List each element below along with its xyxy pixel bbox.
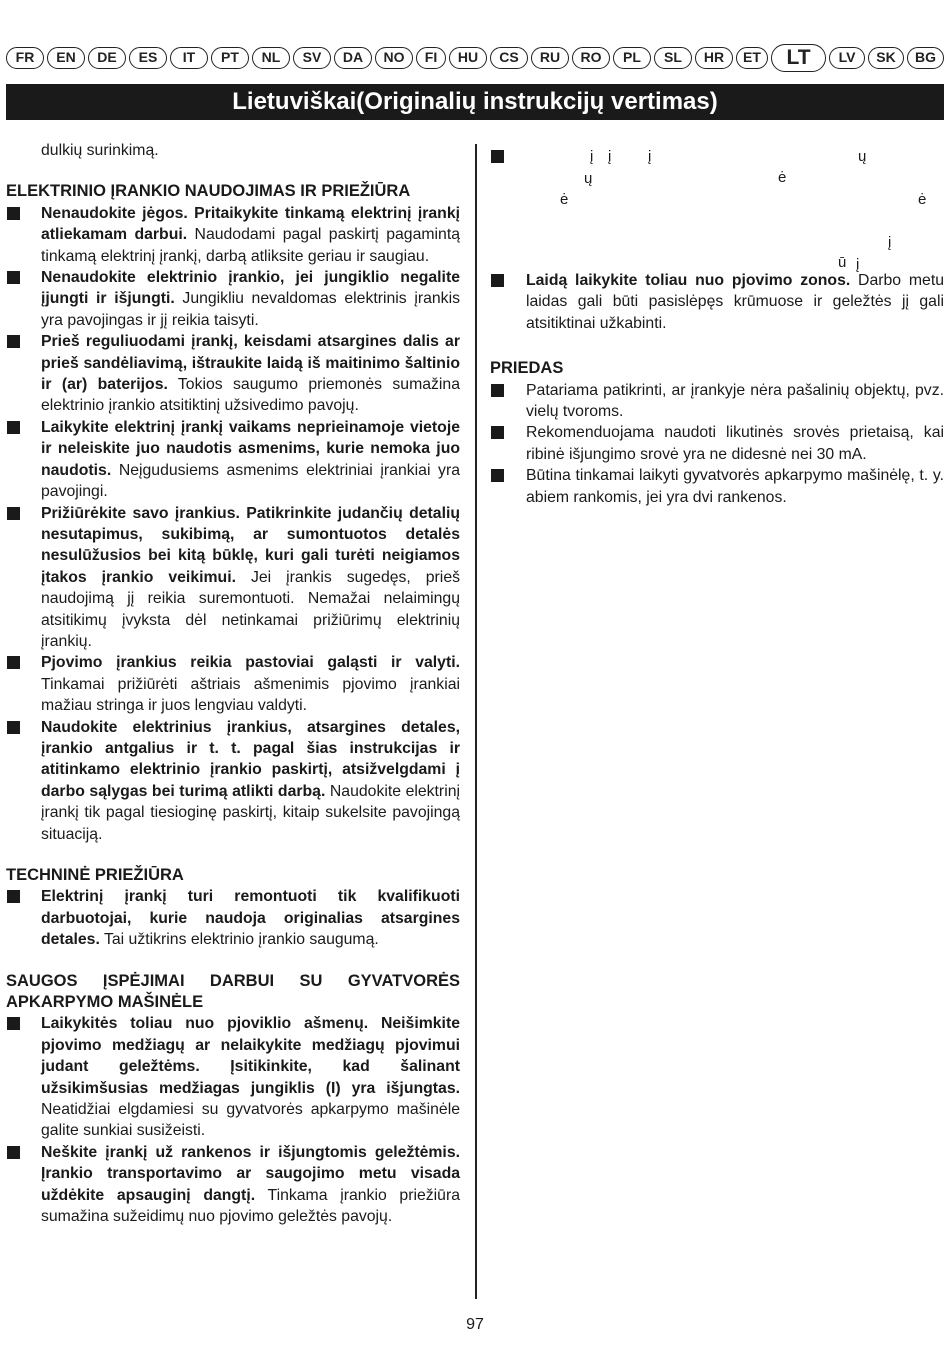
list-item: Patariama patikrinti, ar įrankyje nėra pašalinių objektų, pvz. vielų tvoroms.	[490, 380, 944, 423]
item-bold: Neškite įrankį už rankenos ir išjungtomis geležtėmis. Įrankio transportavimo ar saugojimo metu visada uždėkite apsauginį dangtį.	[41, 1143, 460, 1204]
lang-tab-ru[interactable]: RU	[531, 47, 569, 69]
list-item	[6, 886, 460, 950]
list-item	[490, 270, 944, 334]
list-item	[6, 503, 460, 653]
item-bold: Laikykite elektrinį įrankį vaikams neprieinamoje vietoje ir neleiskite juo naudotis asmenims, kurie nemoka juo naudotis.	[41, 418, 460, 479]
page-title: Lietuviškai(Originalių instrukcijų vertimas)	[6, 84, 944, 120]
lang-tab-lt-active[interactable]: LT	[771, 44, 826, 72]
list-item	[6, 652, 460, 716]
glyph: į	[608, 148, 612, 165]
glyph: į	[888, 234, 892, 251]
glyph: į	[648, 148, 652, 165]
item-bold: Prieš reguliuodami įrankį, keisdami atsargines dalis ar prieš sandėliavimą, ištraukite laidą iš maitinimo šaltinio ir (ar) baterijos.	[41, 333, 460, 394]
lang-tab-en[interactable]: EN	[47, 47, 85, 69]
garbled-list-item	[490, 146, 944, 273]
lang-tab-et[interactable]: ET	[736, 47, 768, 69]
lang-tab-es[interactable]: ES	[129, 47, 167, 69]
lang-tab-sv[interactable]: SV	[293, 47, 331, 69]
lang-tab-sk[interactable]: SK	[868, 47, 904, 69]
glyph: ė	[778, 169, 787, 186]
section-heading-maintenance: TECHNINĖ PRIEŽIŪRA	[6, 866, 184, 884]
glyph: ų	[858, 148, 867, 165]
lang-tab-bg[interactable]: BG	[907, 47, 944, 69]
item-text: Tinkamai prižiūrėti aštriais ašmenimis pjovimo įrankiai mažiau stringa ir juos lengviau valdyti.	[41, 675, 460, 715]
item-text: Naudokite elektrinį įrankį tik pagal tiesioginę paskirtį, kitaip sukelsite pavojingą situaciją.	[41, 782, 460, 843]
lang-tab-ro[interactable]: RO	[572, 47, 610, 69]
glyph: į	[590, 148, 594, 165]
glyph: ū	[838, 254, 847, 271]
item-text: Naudodami pagal paskirtį pagamintą tinkamą elektrinį įrankį, darbą atliksite geriau ir saugiau.	[41, 226, 460, 265]
list-item	[6, 1142, 460, 1228]
list-item	[6, 331, 460, 417]
list-item	[6, 1013, 460, 1141]
item-text: Tinkama įrankio priežiūra sumažina sužeidimų nuo pjovimo geležtės pavojų.	[41, 1186, 461, 1226]
lang-tab-pl[interactable]: PL	[613, 47, 651, 69]
lang-tab-hr[interactable]: HR	[695, 47, 733, 69]
lang-tab-pt[interactable]: PT	[211, 47, 249, 69]
lang-tab-fr[interactable]: FR	[6, 47, 44, 69]
glyph: ė	[918, 191, 927, 208]
glyph: ų	[584, 170, 593, 187]
list-item: Būtina tinkamai laikyti gyvatvorės apkarpymo mašinėlę, t. y. abiem rankomis, jei yra dvi rankenos.	[490, 465, 944, 508]
list-item	[6, 717, 460, 845]
item-text: Jungikliu nevaldomas elektrinis įrankis yra pavojingas ir jį reikia taisyti.	[41, 290, 460, 329]
glyph: ė	[560, 191, 569, 208]
lang-tab-nl[interactable]: NL	[252, 47, 290, 69]
glyph: į	[856, 256, 860, 273]
section-heading-appendix: PRIEDAS	[490, 359, 564, 378]
list-item: Rekomenduojama naudoti likutinės srovės prietaisą, kai ribinė išjungimo srovė yra ne didesnė nei 30 mA.	[490, 422, 944, 465]
lang-tab-da[interactable]: DA	[334, 47, 372, 69]
list-item	[6, 203, 460, 267]
lang-tab-lv[interactable]: LV	[829, 47, 865, 69]
item-bold: Nenaudokite elektrinio įrankio, jei jungiklio negalite įjungti ir išjungti.	[41, 269, 460, 308]
left-column	[6, 140, 460, 1228]
item-bold: Naudokite elektrinius įrankius, atsargines detales, įrankio antgalius ir t. t. pagal šias instrukcijas ir atitinkamo elektrinio įrankio paskirtį, atsižvelgdami į darbo sąlygas bei turimą atlikti darbą.	[41, 718, 460, 800]
lang-tab-de[interactable]: DE	[88, 47, 126, 69]
item-bold: Pjovimo įrankius reikia pastoviai galąsti ir valyti.	[41, 654, 460, 672]
section-heading-usage: ELEKTRINIO ĮRANKIO NAUDOJIMAS IR PRIEŽIŪRA	[6, 182, 411, 201]
item-bold: Elektrinį įrankį turi remontuoti tik kvalifikuoti darbuotojai, kurie naudoja originalias atsargines detales.	[41, 888, 460, 949]
page-number: 97	[466, 1316, 484, 1333]
lang-tab-cs[interactable]: CS	[490, 47, 528, 69]
right-column	[490, 146, 944, 508]
list-item	[6, 267, 460, 331]
column-divider	[475, 144, 477, 1299]
lang-tab-it[interactable]: IT	[170, 47, 208, 69]
item-text: Neatidžiai elgdamiesi su gyvatvorės apkarpymo mašinėle galite sunkiai susižeisti.	[41, 1101, 460, 1140]
lang-tab-fi[interactable]: FI	[416, 47, 446, 69]
language-bar	[6, 44, 944, 72]
item-text: Tokios saugumo priemonės sumažina elektrinio įrankio atsitiktinį užsivedimo pavojų.	[41, 376, 460, 415]
list-item	[6, 417, 460, 503]
intro-text: dulkių surinkimą.	[41, 142, 159, 159]
item-text: Neįgudusiems asmenims elektriniai įrankiai yra pavojingi.	[41, 461, 460, 501]
item-bold: Prižiūrėkite savo įrankius. Patikrinkite judančių detalių nesutapimus, sukibimą, ar sumontuotos detalės nesulūžusios bei kitą būklę, kuri gali turėti neigiamos įtakos įrankio veikimui.	[41, 504, 460, 586]
section-heading-hedge-trimmer-safety: SAUGOS ĮSPĖJIMAI DARBUI SU GYVATVORĖS APKARPYMO MAŠINĖLE	[6, 971, 460, 1012]
item-bold: Nenaudokite jėgos. Pritaikykite tinkamą elektrinį įrankį atliekamam darbui.	[41, 204, 460, 244]
lang-tab-hu[interactable]: HU	[449, 47, 487, 69]
lang-tab-sl[interactable]: SL	[654, 47, 692, 69]
item-bold: Laikykitės toliau nuo pjoviklio ašmenų. Neišimkite pjovimo medžiagų ar nelaikykite medžiagų pjovimui judant geležtėms. Įsitikinkite, kad šalinant užsikimšusias medžiagas jungiklis (I) yra išjungtas.	[41, 1015, 460, 1097]
item-text: Tai užtikrins elektrinio įrankio saugumą.	[99, 931, 379, 949]
item-text: Darbo metu laidas gali būti pasislėpęs krūmuose ir geležtės jį gali atsitiktinai užkabinti.	[526, 272, 944, 332]
item-text: Jei įrankis sugedęs, prieš naudojimą jį reikia suremontuoti. Nemažai nelaimingų atsitikimų įvyksta dėl netinkamai prižiūrimų elektrinių įrankių.	[41, 568, 461, 650]
item-bold: Laidą laikykite toliau nuo pjovimo zonos.	[526, 272, 851, 289]
lang-tab-no[interactable]: NO	[375, 47, 413, 69]
